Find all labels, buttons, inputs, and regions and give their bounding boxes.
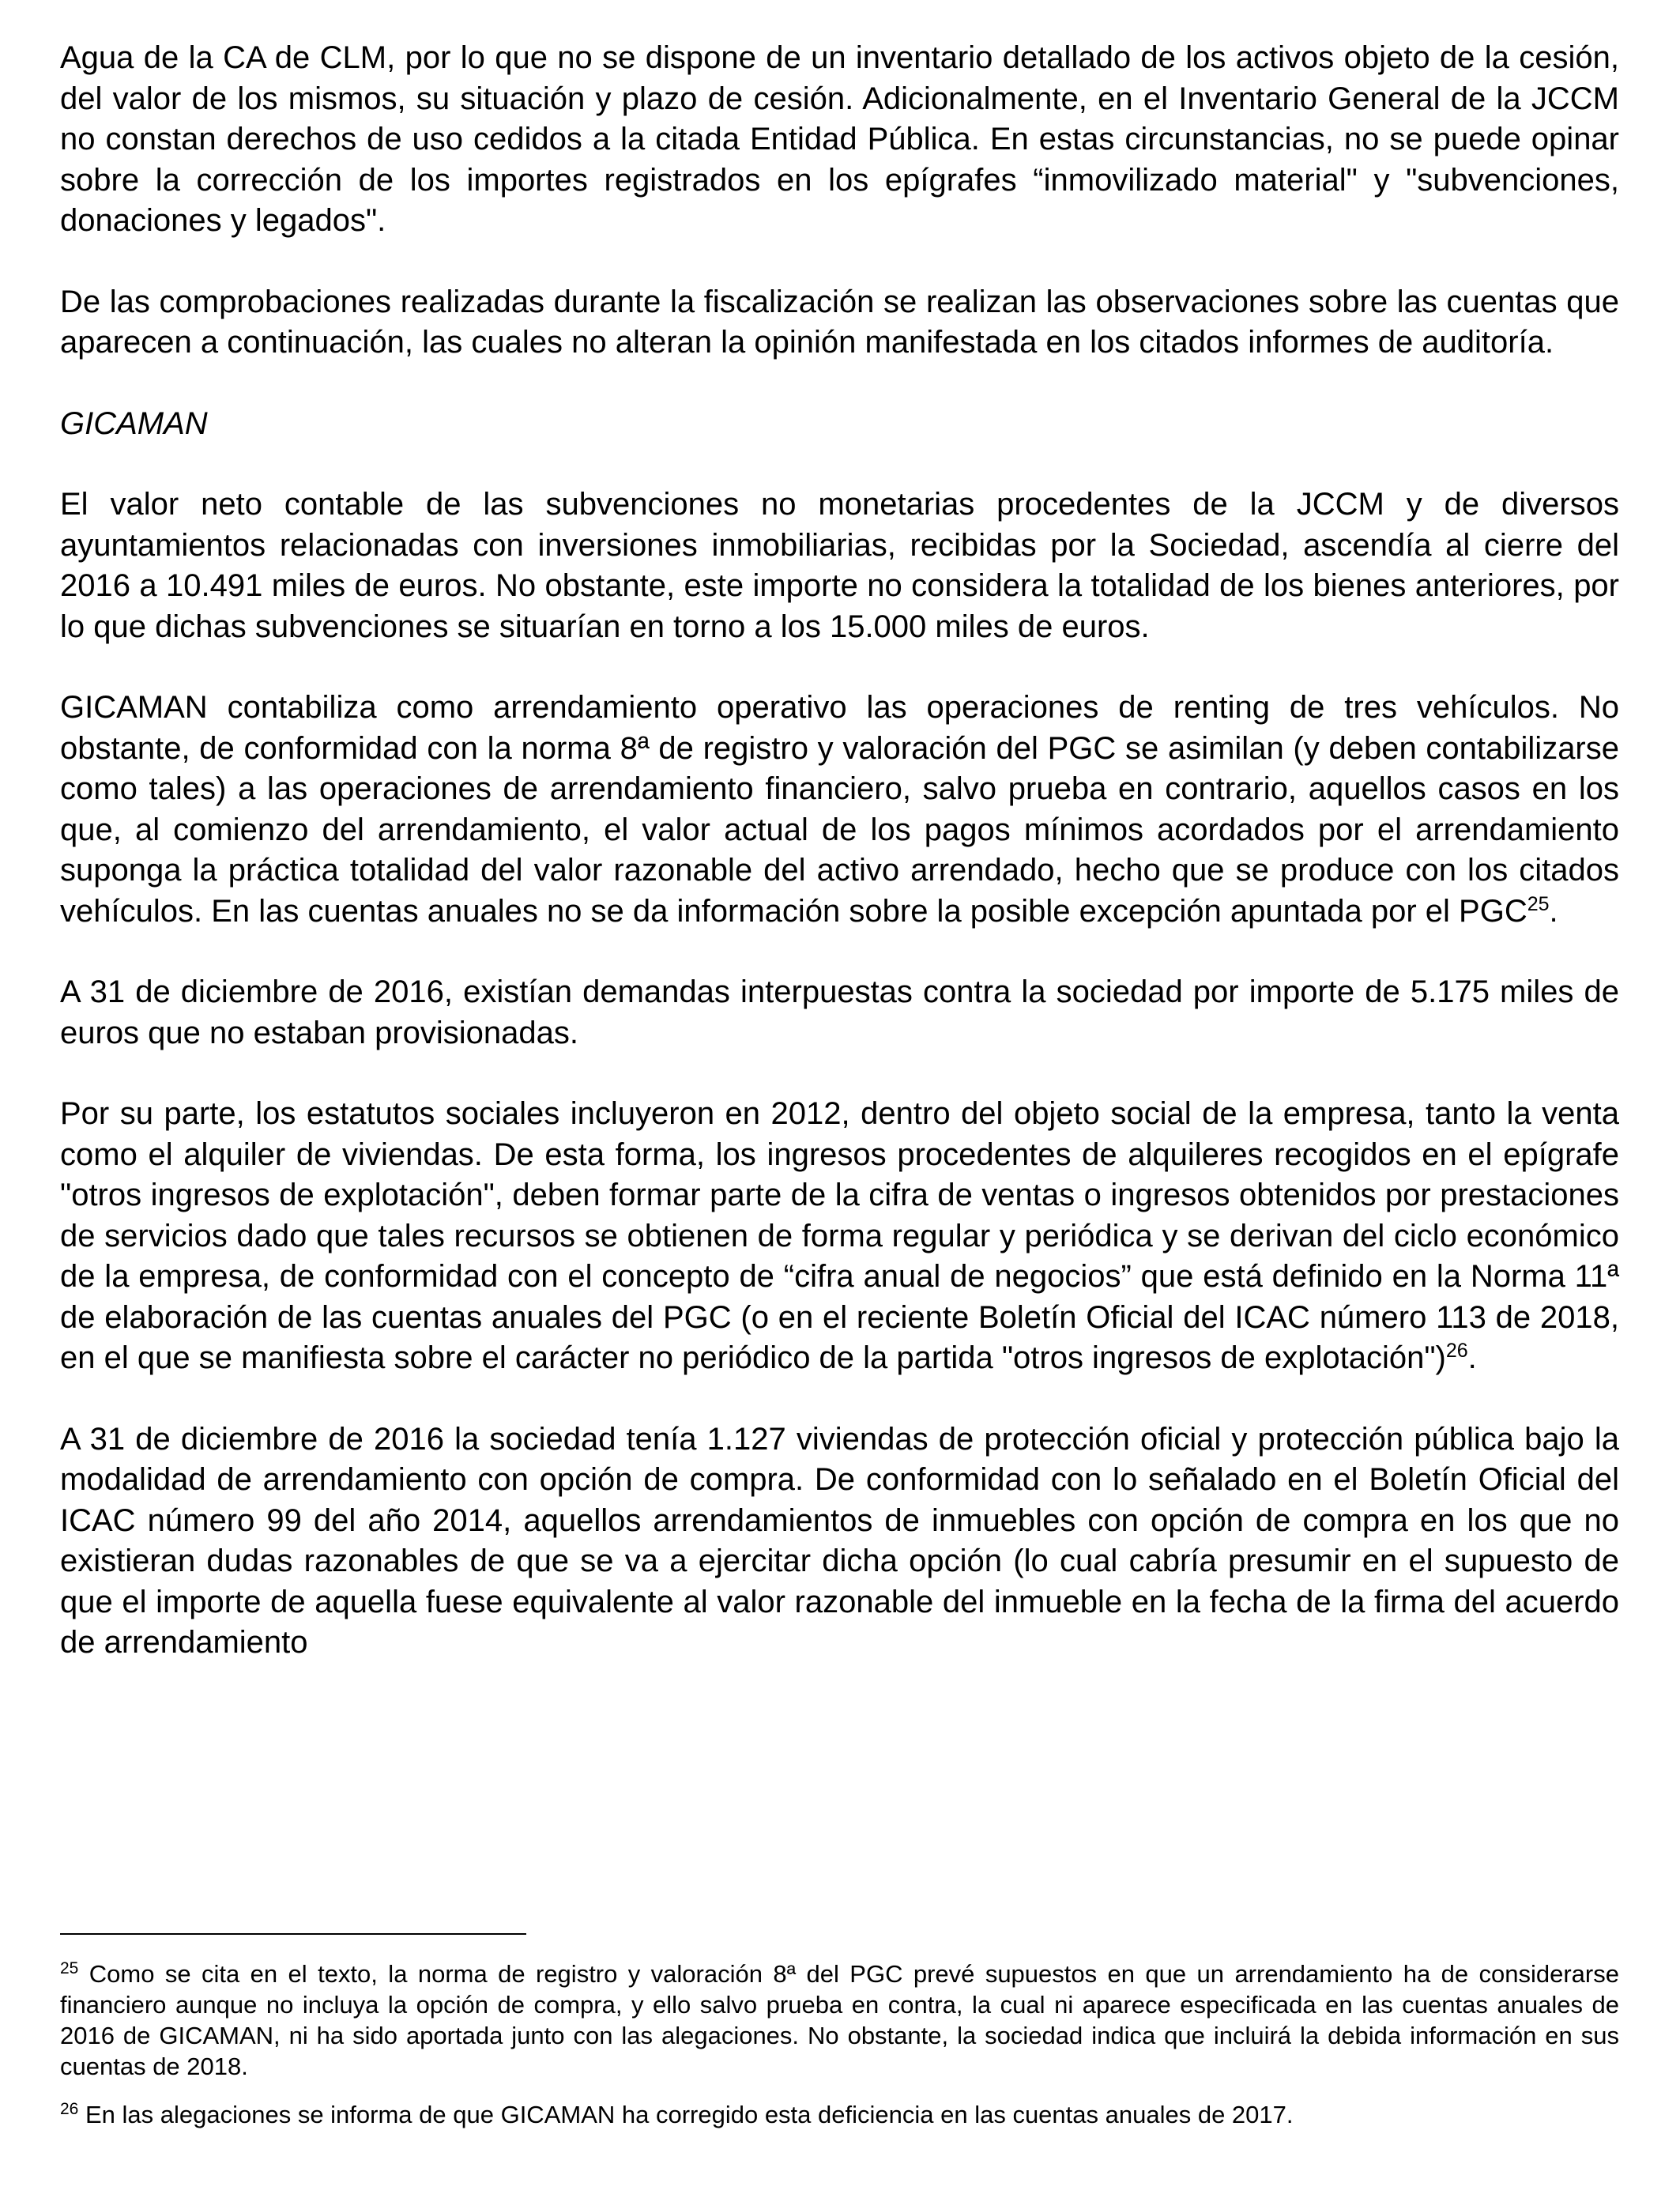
paragraph-arrendamiento: GICAMAN contabiliza como arrendamiento operativo las operaciones de renting de tres vehículos. No obstante, de conformidad con la norma 8ª de registro y valoración del PGC se asimilan (y deben contabilizarse como tales) a las operaciones de arrendamiento financiero, salvo prueba en contrario, aquellos casos en los que, al comienzo del arrendamiento, el valor actual de los pagos mínimos acordados por el arrendamiento suponga la práctica totalidad del valor razonable del activo arrendado, hecho que se produce con los citados vehículos. En las cuentas anuales no se da información sobre la posible excepción apuntada por el PGC$^{25}$. (60, 690, 1619, 929)
footnote-ref-25: 25 (1527, 892, 1550, 915)
footnote-divider (60, 1933, 526, 1935)
paragraph-subvenciones: El valor neto contable de las subvenciones no monetarias procedentes de la JCCM y de diversos ayuntamientos relacionadas con inversiones inmobiliarias, recibidas por la Sociedad, ascendía al cierre del 2016 a 10.491 miles de euros. No obstante, este importe no considera la totalidad de los bienes anteriores, por lo que dichas subvenciones se situarían en torno a los 15.000 miles de euros. (60, 487, 1619, 644)
section-heading-gicaman: GICAMAN (60, 405, 208, 441)
footnotes-section (60, 1933, 1619, 2147)
footnote-25: $^{25}$ Como se cita en el texto, la norma de registro y valoración 8ª del PGC prevé supuestos en que un arrendamiento ha de considerarse financiero aunque no incluya la opción de compra, y ello salvo prueba en contra, la cual ni aparece especificada en las cuentas anuales de 2016 de GICAMAN, ni ha sido aportada junto con las alegaciones. No obstante, la sociedad indica que incluirá la debida información en sus cuentas de 2018. (60, 1959, 1619, 2080)
paragraph-viviendas: A 31 de diciembre de 2016 la sociedad tenía 1.127 viviendas de protección oficial y protección pública bajo la modalidad de arrendamiento con opción de compra. De conformidad con lo señalado en el Boletín Oficial del ICAC número 99 del año 2014, aquellos arrendamientos de inmuebles con opción de compra en los que no existieran dudas razonables de que se va a ejercitar dicha opción (lo cual cabría presumir en el supuesto de que el importe de aquella fuese equivalente al valor razonable del inmueble en la fecha de la firma del acuerdo de arrendamiento (60, 1421, 1619, 1660)
footnote-26: $^{26}$ En las alegaciones se informa de que GICAMAN ha corregido esta deficiencia en las cuentas anuales de 2017. (60, 2100, 1294, 2128)
document-body (60, 38, 1619, 1704)
paragraph-cesion-activos: Agua de la CA de CLM, por lo que no se dispone de un inventario detallado de los activos objeto de la cesión, del valor de los mismos, su situación y plazo de cesión. Adicionalmente, en el Inventario General de la JCCM no constan derechos de uso cedidos a la citada Entidad Pública. En estas circunstancias, no se puede opinar sobre la corrección de los importes registrados en los epígrafes “inmovilizado material" y "subvenciones, donaciones y legados". (60, 40, 1619, 238)
paragraph-comprobaciones: De las comprobaciones realizadas durante la fiscalización se realizan las observaciones sobre las cuentas que aparecen a continuación, las cuales no alteran la opinión manifestada en los citados informes de auditoría. (60, 284, 1619, 360)
footnote-ref-26: 26 (1445, 1340, 1468, 1362)
paragraph-estatutos: Por su parte, los estatutos sociales incluyeron en 2012, dentro del objeto social de la empresa, tanto la venta como el alquiler de viviendas. De esta forma, los ingresos procedentes de alquileres recogidos en el epígrafe "otros ingresos de explotación", deben formar parte de la cifra de ventas o ingresos obtenidos por prestaciones de servicios dado que tales recursos se obtienen de forma regular y periódica y se derivan del ciclo económico de la empresa, de conformidad con el concepto de “cifra anual de negocios” que está definido en la Norma 11ª de elaboración de las cuentas anuales del PGC (o en el reciente Boletín Oficial del ICAC número 113 de 2018, en el que se manifiesta sobre el carácter no periódico de la partida "otros ingresos de explotación")$^{26}$. (60, 1096, 1619, 1375)
paragraph-demandas: A 31 de diciembre de 2016, existían demandas interpuestas contra la sociedad por importe de 5.175 miles de euros que no estaban provisionadas. (60, 974, 1619, 1050)
